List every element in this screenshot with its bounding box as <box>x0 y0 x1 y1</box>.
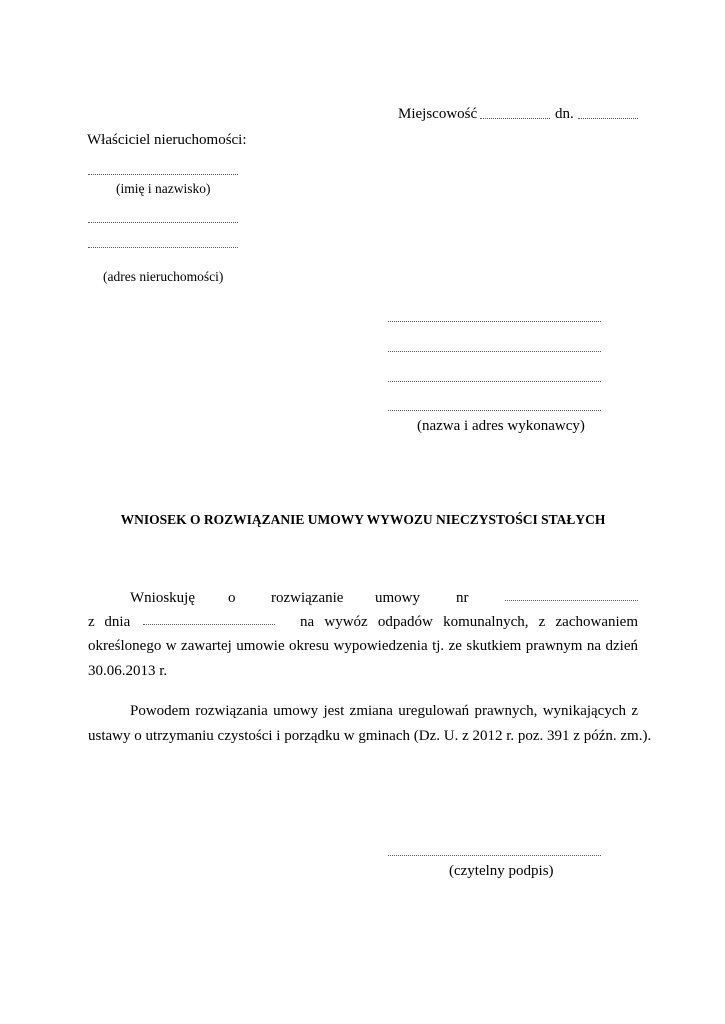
p1-line2-rest: na wywóz odpadów komunalnych, z zachowaniem <box>300 614 638 630</box>
p1-line2-start: z dnia <box>88 614 131 630</box>
document-title: WNIOSEK O ROZWIĄZANIE UMOWY WYWOZU NIECZYSTOŚCI STAŁYCH <box>120 512 606 527</box>
p1-word-4: umowy <box>375 590 420 606</box>
p2-line2: ustawy o utrzymaniu czystości i porządku w gminach (Dz. U. z 2012 r. poz. 391 z późn. zm.). <box>88 728 652 744</box>
owner-name-caption: (imię i nazwisko) <box>116 181 211 196</box>
owner-heading: Właściciel nieruchomości: <box>87 132 247 148</box>
date-field[interactable] <box>578 118 638 119</box>
signature-caption: (czytelny podpis) <box>449 863 554 879</box>
contractor-field-2[interactable] <box>388 351 601 352</box>
contract-date-field[interactable] <box>143 624 275 625</box>
p2-line1: Powodem rozwiązania umowy jest zmiana uregulowań prawnych, wynikających z <box>130 703 638 719</box>
owner-address-field-2[interactable] <box>88 247 238 248</box>
contractor-field-3[interactable] <box>388 381 601 382</box>
p1-word-2: o <box>228 590 236 606</box>
contractor-caption: (nazwa i adres wykonawcy) <box>417 418 585 434</box>
p1-line3: określonego w zawartej umowie okresu wypowiedzenia tj. ze skutkiem prawnym na dzień <box>88 638 638 654</box>
signature-field[interactable] <box>388 855 601 856</box>
owner-address-field-1[interactable] <box>88 222 238 223</box>
place-field[interactable] <box>480 118 550 119</box>
contractor-field-4[interactable] <box>388 410 601 411</box>
date-label: dn. <box>555 106 574 122</box>
place-label: Miejscowość <box>398 106 478 122</box>
p1-line4: 30.06.2013 r. <box>88 663 168 679</box>
contractor-field-1[interactable] <box>388 321 601 322</box>
owner-address-caption: (adres nieruchomości) <box>103 269 224 284</box>
p1-word-3: rozwiązanie <box>271 590 344 606</box>
owner-name-field[interactable] <box>88 174 238 175</box>
contract-number-field[interactable] <box>505 600 638 601</box>
p1-word-1: Wnioskuję <box>130 590 195 606</box>
p1-word-5: nr <box>456 590 469 606</box>
